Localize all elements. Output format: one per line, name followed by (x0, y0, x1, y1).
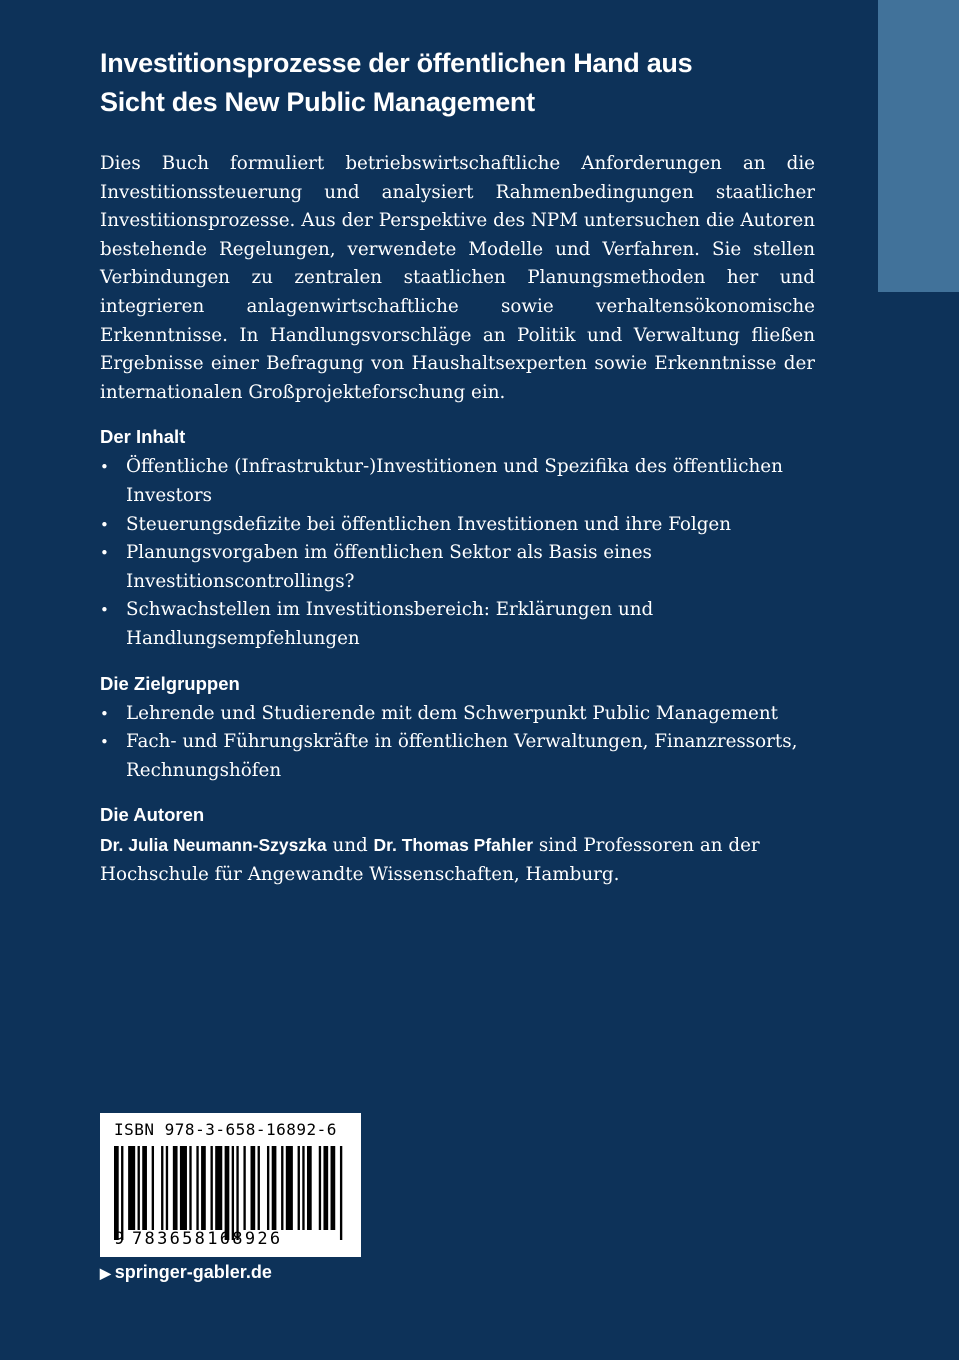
barcode-bar (210, 1146, 212, 1230)
barcode-bar (196, 1146, 198, 1230)
book-title-line-1: Investitionsprozesse der öffentlichen Hand aus (100, 48, 693, 78)
contents-item: • Steuerungsdefizite bei öffentlichen Investitionen und ihre Folgen (100, 511, 815, 540)
target-group-item: • Lehrende und Studierende mit dem Schwerpunkt Public Management (100, 700, 815, 729)
barcode-bar (286, 1146, 293, 1230)
barcode-bar (267, 1146, 269, 1230)
barcode-bar (298, 1146, 300, 1230)
back-cover-content (100, 44, 815, 889)
contents-item: • Öffentliche (Infrastruktur-)Investitionen und Spezifika des öffentlichen Investors (100, 453, 815, 510)
target-groups-list (100, 700, 815, 786)
target-groups-heading: Die Zielgruppen (100, 672, 240, 694)
barcode-bar (258, 1146, 260, 1230)
barcode-bar (307, 1146, 312, 1230)
barcode-bar (302, 1146, 304, 1230)
author-name: Dr. Thomas Pfahler (373, 835, 534, 856)
book-title (100, 44, 815, 122)
barcode-bar (121, 1146, 123, 1240)
barcode-bar (319, 1146, 321, 1230)
publisher-website[interactable] (100, 1262, 272, 1283)
ean-digits: 783658168926 (132, 1229, 283, 1249)
barcode-bar (215, 1146, 222, 1230)
authors-heading: Die Autoren (100, 804, 205, 826)
barcode-bar (201, 1146, 206, 1230)
contents-list (100, 453, 815, 653)
barcode-bar (161, 1146, 163, 1230)
barcode-bar (236, 1146, 238, 1240)
barcode-bar (166, 1146, 168, 1230)
barcode-bar (138, 1146, 140, 1230)
arrow-right-icon: ▶ (100, 1265, 111, 1281)
barcode-bars (114, 1146, 347, 1240)
barcode-bar (114, 1146, 119, 1240)
authors-affiliation: sind Professoren an der Hochschule für Angewandte Wissenschaften, Hamburg. (100, 835, 760, 885)
barcode-bar (232, 1146, 234, 1240)
authors-text (100, 831, 815, 889)
side-color-tab (878, 0, 959, 292)
barcode-bar (180, 1146, 187, 1230)
barcode-bar (152, 1146, 154, 1230)
book-description: Dies Buch formuliert betriebswirtschaftliche Anforderungen an die Investitionssteuerung und analysiert Rahmenbedingungen staatlicher Investitionsprozesse. Aus der Perspektive des NPM untersuchen die Autoren bestehende Regelungen, verwendete Modelle und Verfahren. Sie stellen Verbindungen zu zentralen staatlichen Planungsmethoden her und integrieren anlagenwirtschaftliche sowie verhaltensökonomische Erkenntnisse. In Handlungsvorschläge an Politik und Verwaltung fließen Ergebnisse einer Befragung von Haushaltsexperten sowie Erkenntnisse der internationalen Großprojekteforschung ein. (100, 153, 815, 403)
barcode-bar (142, 1146, 147, 1230)
target-group-item: • Fach- und Führungskräfte in öffentlichen Verwaltungen, Finanzressorts, Rechnungshöfen (100, 728, 815, 785)
barcode-bar (173, 1146, 178, 1230)
barcode-bar (331, 1146, 336, 1230)
author-name: Dr. Julia Neumann-Szyszka (100, 835, 327, 856)
book-title-line-2: Sicht des New Public Management (100, 87, 535, 117)
barcode-bar (251, 1146, 256, 1230)
barcode-bar (272, 1146, 277, 1230)
barcode-bar (243, 1146, 245, 1230)
website-url: springer-gabler.de (114, 1262, 272, 1282)
barcode-bar (225, 1146, 230, 1240)
contents-item: • Schwachstellen im Investitionsbereich: Erklärungen und Handlungsempfehlungen (100, 596, 815, 653)
barcode-bar (323, 1146, 328, 1230)
isbn-barcode (100, 1113, 361, 1257)
barcode-bar (340, 1146, 342, 1240)
isbn-number: ISBN 978-3-658-16892-6 (114, 1120, 337, 1139)
authors-connector: und (332, 835, 368, 857)
contents-heading: Der Inhalt (100, 426, 186, 448)
ean-first-digit: 9 (114, 1229, 125, 1249)
contents-item: • Planungsvorgaben im öffentlichen Sektor als Basis eines Investitionscontrollings? (100, 539, 815, 596)
barcode-bar (281, 1146, 283, 1230)
barcode-bar (128, 1146, 135, 1230)
barcode-bar (189, 1146, 191, 1230)
